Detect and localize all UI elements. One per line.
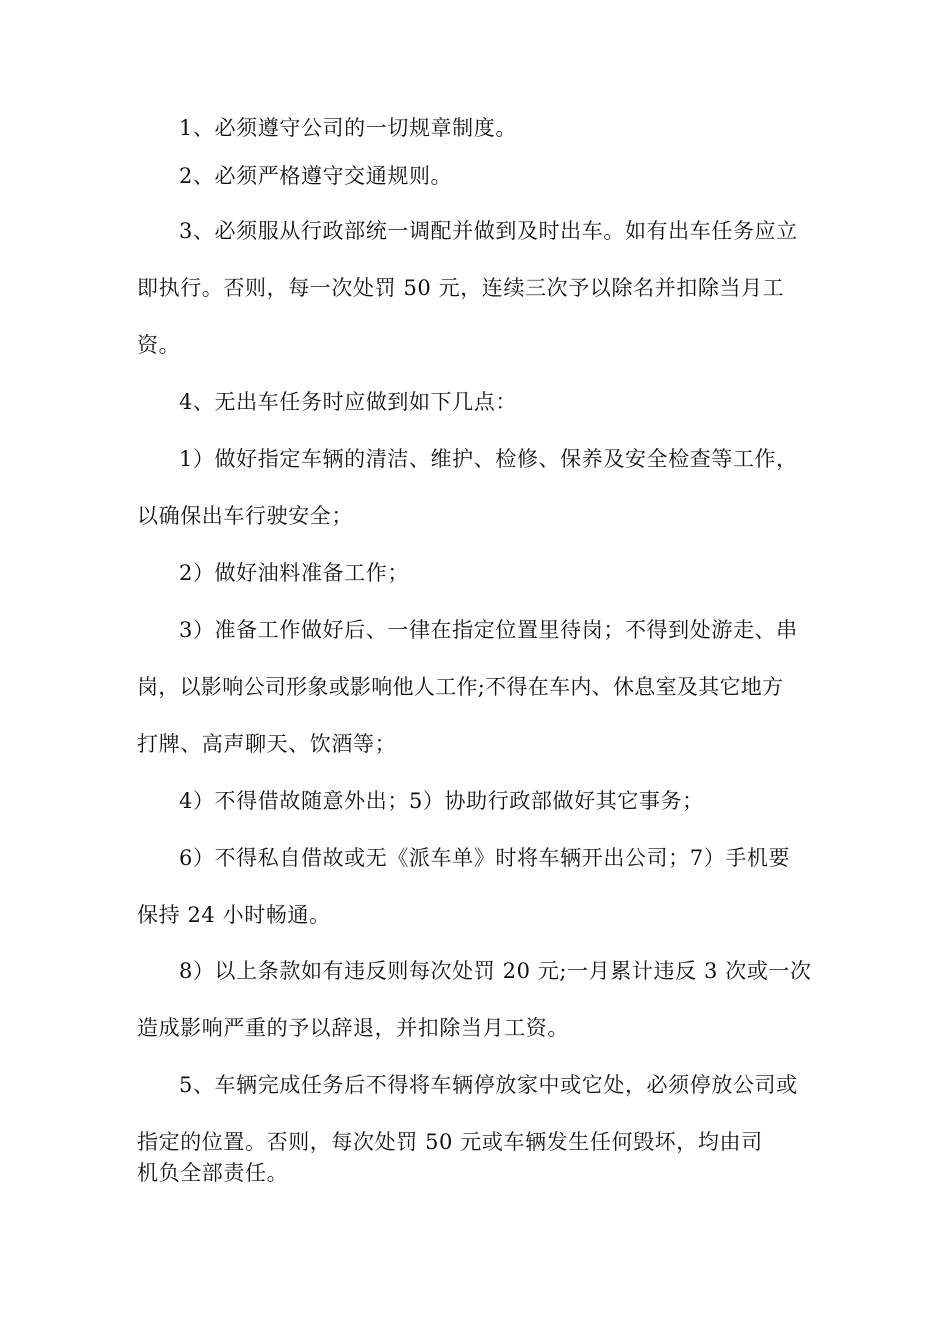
rule-4-item-1-line-1: 1）做好指定车辆的清洁、维护、检修、保养及安全检查等工作， (179, 447, 798, 471)
rule-5-line-2: 指定的位置。否则，每次处罚 50 元或车辆发生任何毁坏，均由司 (137, 1130, 763, 1154)
rule-4-items-6-7-line-2: 保持 24 小时畅通。 (137, 903, 331, 927)
rule-3-line-3: 资。 (137, 333, 181, 357)
rule-4-item-1-line-2: 以确保出车行驶安全； (137, 504, 353, 528)
rule-4-item-3-line-2: 岗，以影响公司形象或影响他人工作;不得在车内、休息室及其它地方 (137, 675, 784, 699)
rule-4-items-6-7-line-1: 6）不得私自借故或无《派车单》时将车辆开出公司；7）手机要 (179, 846, 791, 870)
rule-1: 1、必须遵守公司的一切规章制度。 (179, 116, 517, 140)
rule-2: 2、必须严格遵守交通规则。 (179, 164, 453, 188)
rule-4-heading: 4、无出车任务时应做到如下几点： (179, 390, 517, 414)
rule-5-line-3: 机负全部责任。 (137, 1161, 289, 1185)
rule-5-line-1: 5、车辆完成任务后不得将车辆停放家中或它处，必须停放公司或 (179, 1073, 798, 1097)
rule-3-line-1: 3、必须服从行政部统一调配并做到及时出车。如有出车任务应立 (179, 219, 798, 243)
rule-4-item-3-line-3: 打牌、高声聊天、饮酒等； (137, 732, 397, 756)
rule-4-item-8-line-1: 8）以上条款如有违反则每次处罚 20 元;一月累计违反 3 次或一次 (179, 959, 812, 983)
rule-3-line-2: 即执行。否则，每一次处罚 50 元，连续三次予以除名并扣除当月工 (137, 276, 785, 300)
rule-4-item-8-line-2: 造成影响严重的予以辞退，并扣除当月工资。 (137, 1016, 569, 1040)
rule-4-items-4-5: 4）不得借故随意外出；5）协助行政部做好其它事务； (179, 789, 704, 813)
rule-4-item-2: 2）做好油料准备工作； (179, 561, 409, 585)
rule-4-item-3-line-1: 3）准备工作做好后、一律在指定位置里待岗；不得到处游走、串 (179, 618, 798, 642)
